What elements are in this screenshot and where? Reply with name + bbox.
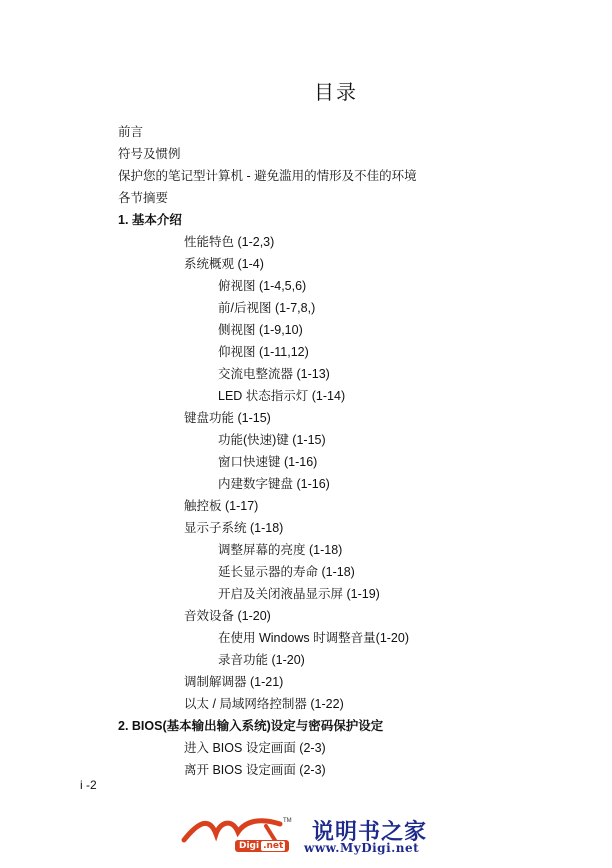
digi-badge-net: .net — [263, 841, 284, 851]
toc-subentry: 窗口快速键 (1-16) — [218, 455, 318, 469]
toc-subentry: LED 状态指示灯 (1-14) — [218, 389, 346, 403]
toc-subentry: 开启及关闭液晶显示屏 (1-19) — [218, 587, 380, 601]
toc-subentry: 俯视图 (1-4,5,6) — [218, 279, 307, 293]
brand-url: www.MyDigi.net — [304, 841, 420, 855]
toc-entry: 前言 — [118, 125, 144, 139]
toc-subentry: 侧视图 (1-9,10) — [218, 323, 303, 337]
toc-subentry: 在使用 Windows 时调整音量(1-20) — [218, 631, 409, 645]
toc-subentry: 功能(快速)键 (1-15) — [218, 433, 326, 447]
toc-subentry: 系统概观 (1-4) — [184, 257, 264, 271]
toc-chapter-heading: 1. 基本介绍 — [118, 213, 182, 227]
toc-entry: 符号及惯例 — [118, 147, 181, 161]
trademark-mark: TM — [283, 818, 292, 824]
toc-subentry: 录音功能 (1-20) — [218, 653, 305, 667]
toc-subentry: 前/后视图 (1-7,8,) — [218, 301, 316, 315]
page-number: i -2 — [80, 778, 97, 792]
toc-subentry: 内建数字键盘 (1-16) — [218, 477, 330, 491]
digi-badge — [235, 840, 289, 852]
toc-subentry: 以太 / 局域网络控制器 (1-22) — [184, 697, 344, 711]
toc-subentry: 调整屏幕的亮度 (1-18) — [218, 543, 343, 557]
brand-name: 说明书之家 — [312, 820, 428, 845]
toc-subentry: 进入 BIOS 设定画面 (2-3) — [184, 741, 326, 755]
toc-subentry: 键盘功能 (1-15) — [184, 411, 271, 425]
page-title: 目录 — [314, 82, 358, 104]
toc-subentry: 性能特色 (1-2,3) — [184, 235, 275, 249]
toc-entry: 各节摘要 — [118, 191, 169, 205]
toc-subentry: 交流电整流器 (1-13) — [218, 367, 330, 381]
toc-subentry: 延长显示器的寿命 (1-18) — [218, 565, 355, 579]
digi-badge-text: Digi — [239, 841, 260, 851]
toc-subentry: 离开 BIOS 设定画面 (2-3) — [184, 763, 326, 777]
toc-entry: 保护您的笔记型计算机 - 避免滥用的情形及不佳的环境 — [118, 169, 417, 183]
toc-subentry: 显示子系统 (1-18) — [184, 521, 284, 535]
toc-chapter-heading: 2. BIOS(基本输出输入系统)设定与密码保护设定 — [118, 719, 384, 733]
footer-logo — [180, 810, 440, 860]
toc-subentry: 仰视图 (1-11,12) — [218, 345, 309, 359]
toc-subentry: 音效设备 (1-20) — [184, 609, 271, 623]
toc-subentry: 触控板 (1-17) — [184, 499, 259, 513]
toc-subentry: 调制解调器 (1-21) — [184, 675, 284, 689]
